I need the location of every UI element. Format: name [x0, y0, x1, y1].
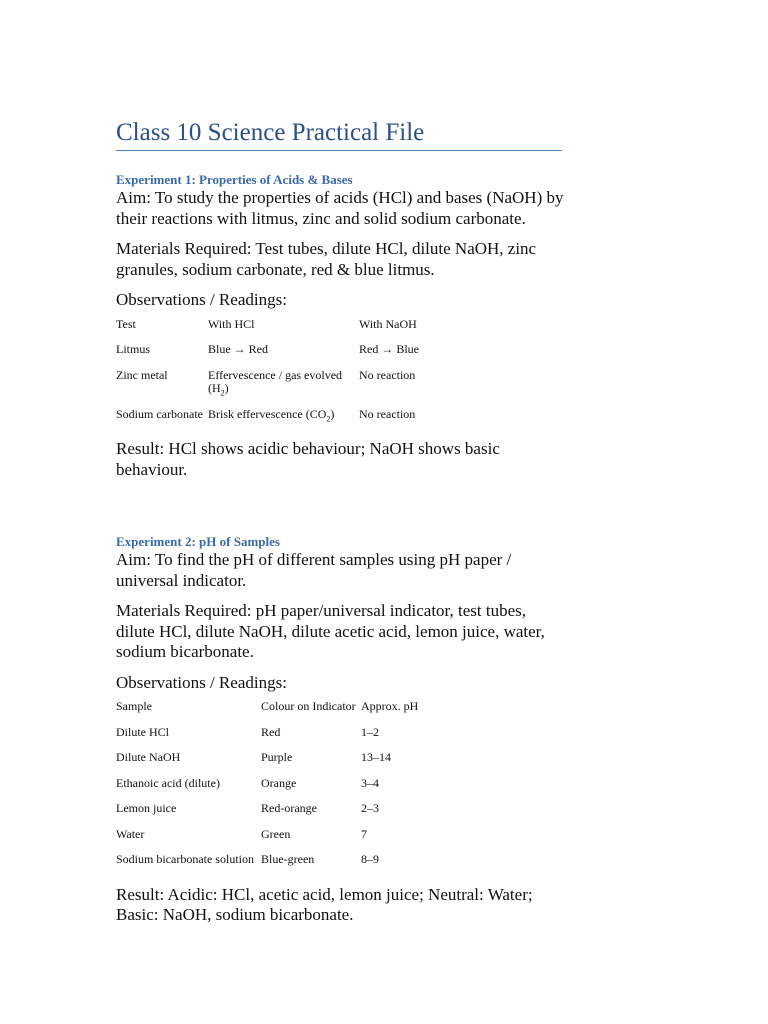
table-cell: Sodium carbonate — [116, 406, 203, 421]
table-header-cell: Test — [116, 316, 136, 331]
cell-text: Effervescence / gas evolved (H — [208, 367, 343, 395]
table-cell: Sodium bicarbonate solution — [116, 852, 254, 866]
table-row — [116, 853, 418, 879]
table-cell: Red — [261, 724, 281, 739]
table-cell: Lemon juice — [116, 801, 177, 815]
observations-table — [116, 700, 418, 879]
experiment-heading: Experiment 2: pH of Samples — [116, 534, 280, 549]
materials-text: Materials Required: pH paper/universal indicator, test tubes, dilute HCl, dilute NaOH, dilute acetic acid, lemon juice, water, sodium bicarbonate. — [116, 601, 545, 661]
table-row — [116, 343, 419, 369]
experiment-heading: Experiment 1: Properties of Acids & Bases — [116, 172, 353, 187]
aim-text: Aim: To find the pH of different samples using pH paper / universal indicator. — [116, 550, 512, 590]
table-row — [116, 751, 418, 777]
table-cell: Orange — [261, 775, 297, 790]
table-cell: Purple — [261, 750, 293, 764]
table-cell: Blue → Red — [208, 342, 268, 356]
table-cell: No reaction — [359, 406, 416, 421]
subscript: 2 — [220, 387, 225, 397]
table-header-cell: With NaOH — [359, 316, 417, 331]
table-cell: No reaction — [359, 367, 416, 382]
table-cell: Zinc metal — [116, 367, 168, 382]
table-row — [116, 828, 418, 854]
table-cell: Litmus — [116, 342, 151, 356]
aim-text: Aim: To study the properties of acids (HCl) and bases (NaOH) by their reactions with litmus, zinc and solid sodium carbonate. — [116, 188, 564, 228]
document-content — [116, 118, 568, 926]
observations-table — [116, 318, 419, 434]
table-cell: 3–4 — [361, 775, 379, 790]
observations-label: Observations / Readings: — [116, 672, 287, 692]
result-text: Result: Acidic: HCl, acetic acid, lemon juice; Neutral: Water; Basic: NaOH, sodium bicarbonate. — [116, 884, 533, 924]
page-title: Class 10 Science Practical File — [116, 118, 562, 151]
cell-text: ) — [330, 406, 335, 421]
table-cell: Blue-green — [261, 852, 315, 866]
table-cell: Dilute HCl — [116, 724, 169, 739]
table-cell: 13–14 — [361, 750, 391, 764]
table-header-row — [116, 318, 419, 344]
table-cell — [208, 369, 359, 408]
table-row — [116, 408, 419, 434]
table-header-cell: Colour on Indicator — [261, 699, 356, 713]
observations-label: Observations / Readings: — [116, 290, 287, 309]
table-row — [116, 777, 418, 803]
table-cell: Green — [261, 826, 291, 841]
subscript: 2 — [326, 413, 331, 423]
experiment-2-section — [116, 534, 568, 926]
table-row — [116, 369, 419, 408]
table-cell: 2–3 — [361, 801, 379, 815]
table-header-cell: Sample — [116, 699, 152, 713]
table-cell: Red → Blue — [359, 342, 419, 356]
table-cell: Red-orange — [261, 801, 317, 815]
table-cell: 8–9 — [361, 852, 379, 866]
materials-text: Materials Required: Test tubes, dilute HCl, dilute NaOH, zinc granules, sodium carbonate, red & blue litmus. — [116, 239, 537, 279]
table-cell: 1–2 — [361, 724, 379, 739]
table-header-cell: Approx. pH — [361, 699, 419, 713]
table-header-row — [116, 700, 418, 726]
table-cell: Dilute NaOH — [116, 750, 181, 764]
table-cell: Ethanoic acid (dilute) — [116, 775, 220, 790]
table-row — [116, 802, 418, 828]
cell-text: Brisk effervescence (CO — [208, 406, 327, 421]
table-row — [116, 726, 418, 752]
table-cell — [208, 408, 359, 434]
experiment-1-section — [116, 172, 568, 480]
table-header-cell: With HCl — [208, 316, 255, 331]
result-text: Result: HCl shows acidic behaviour; NaOH shows basic behaviour. — [116, 439, 500, 479]
table-cell: 7 — [361, 826, 367, 841]
table-cell: Water — [116, 826, 145, 841]
cell-text: ) — [224, 380, 229, 395]
